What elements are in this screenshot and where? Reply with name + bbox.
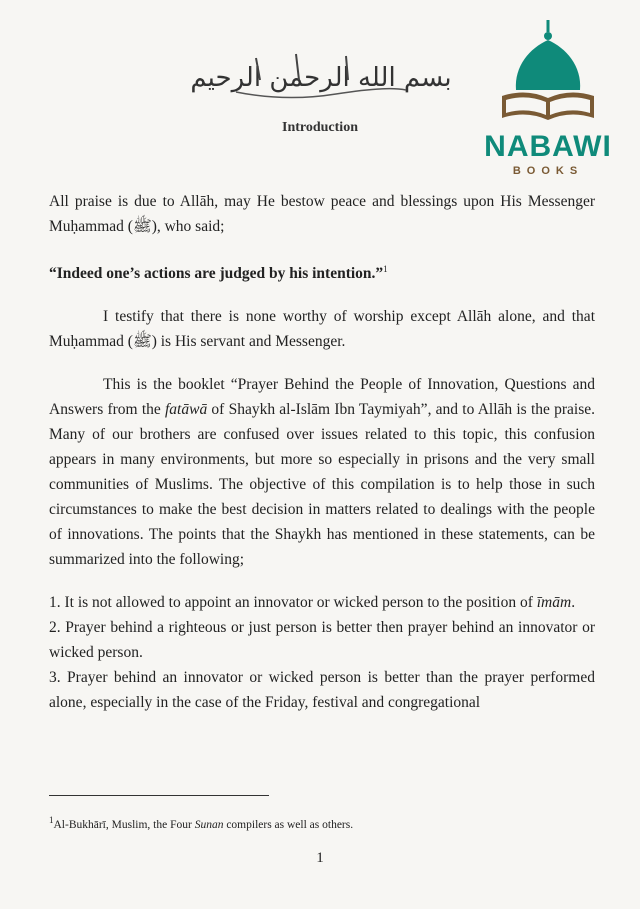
footnote-italic: Sunan bbox=[194, 818, 224, 831]
footnote-text-a: Al-Bukhārī, Muslim, the Four bbox=[53, 818, 195, 831]
testimony-paragraph: I testify that there is none worthy of worship except Allāh alone, and that Muḥammad (ﷺ) is His servant and Messenger. bbox=[49, 308, 595, 351]
basmala-calligraphy bbox=[190, 44, 452, 106]
footnote bbox=[49, 815, 595, 831]
list-item-1 bbox=[49, 590, 595, 615]
booklet-paragraph bbox=[49, 372, 595, 572]
page-title: Introduction bbox=[282, 120, 358, 135]
list-item-2: 2. Prayer behind a righteous or just person is better then prayer behind an innovator or wicked person. bbox=[49, 619, 595, 662]
publisher-logo bbox=[478, 18, 618, 178]
booklet-text-b: of Shaykh al-Islām Ibn Taymiyah”, and to Allāh is the praise. Many of our brothers are confused over issues related to this topic, this confusion appears in many environments, but more so especially in prisons and the very small communities of Muslims. The objective of this compilation is to help those in such circumstances to make the best decision in matters related to dealings with the people of innovations. The points that the Shaykh has mentioned in these statements, can be summarized into the following; bbox=[49, 401, 595, 569]
page-number: 1 bbox=[316, 850, 324, 866]
booklet-italic: fatāwā bbox=[165, 401, 208, 419]
list-item-3: 3. Prayer behind an innovator or wicked person is better than the prayer performed alone, especially in the case of the Friday, festival and congregational bbox=[49, 669, 595, 712]
footnote-marker: 1 bbox=[49, 815, 54, 825]
logo-subtitle: BOOKS bbox=[512, 165, 584, 177]
body-text bbox=[49, 189, 595, 715]
item1-text-b: . bbox=[571, 594, 576, 612]
hadith-quote bbox=[49, 257, 595, 286]
footnote-text-b: compilers as well as others. bbox=[223, 818, 354, 831]
dome-book-icon bbox=[478, 18, 618, 130]
footnote-divider bbox=[49, 795, 269, 796]
item1-italic: īmām bbox=[536, 594, 572, 612]
hadith-text: “Indeed one’s actions are judged by his intention.” bbox=[49, 265, 384, 283]
item1-text-a: 1. It is not allowed to appoint an innovator or wicked person to the position of bbox=[49, 594, 537, 612]
logo-wordmark: NABAWI bbox=[484, 130, 612, 163]
footnote-ref: 1 bbox=[383, 264, 388, 274]
opening-paragraph: All praise is due to Allāh, may He bestow peace and blessings upon His Messenger Muḥammad (ﷺ), who said; bbox=[49, 193, 595, 235]
booklet-text-a: This is the booklet “Prayer Behind the People of Innovation, Questions and Answers from the bbox=[49, 376, 595, 419]
basmala-text: بسم الله الرحمن الرحيم bbox=[190, 63, 452, 93]
